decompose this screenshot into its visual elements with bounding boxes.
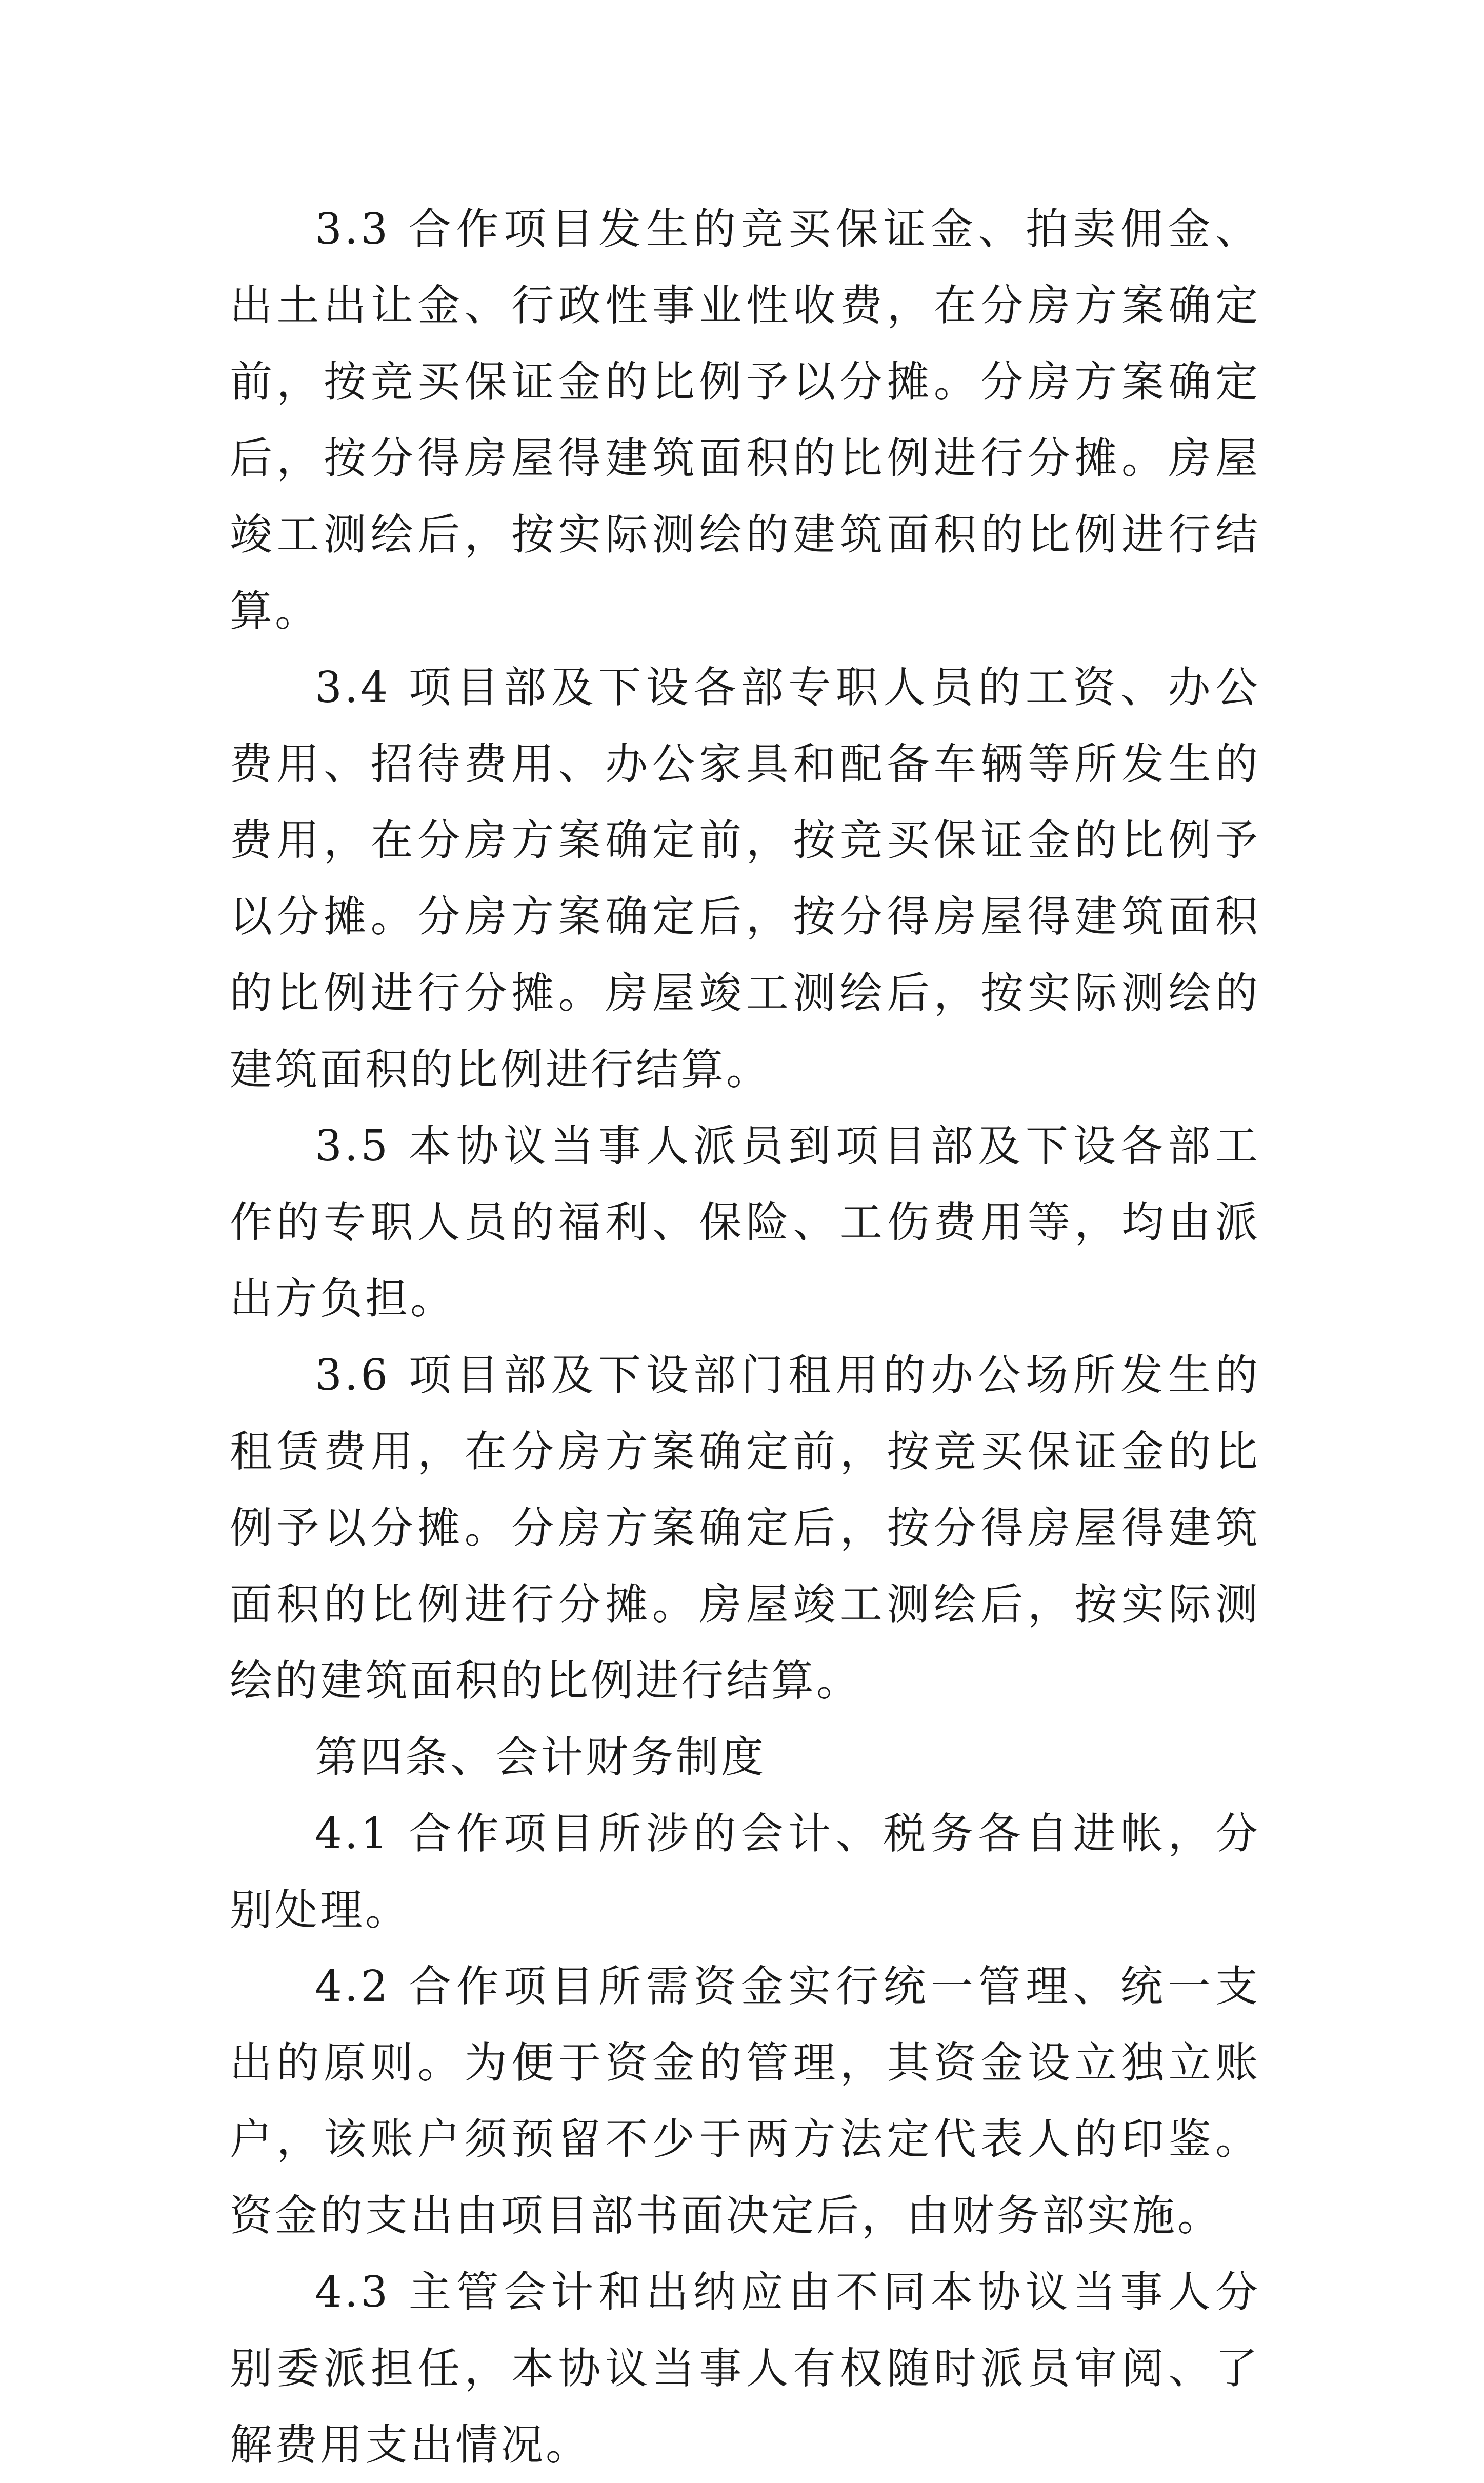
article-4-heading: 第四条、会计财务制度: [315, 1732, 766, 1782]
clause-4-2: 4.2 合作项目所需资金实行统一管理、统一支出的原则。为便于资金的管理，其资金设立独立账户，该账户须预留不少于两方法定代表人的印鉴。资金的支出由项目部书面决定后，由财务部实施。: [230, 1961, 1260, 2240]
document-body: [230, 191, 1260, 2483]
clause-3-6: 3.6 项目部及下设部门租用的办公场所发生的租赁费用，在分房方案确定前，按竞买保证金的比例予以分摊。分房方案确定后，按分得房屋得建筑面积的比例进行分摊。房屋竣工测绘后，按实际测绘的建筑面积的比例进行结算。: [230, 1350, 1260, 1706]
clause-3-3: 3.3 合作项目发生的竞买保证金、拍卖佣金、出土出让金、行政性事业性收费，在分房方案确定前，按竞买保证金的比例予以分摊。分房方案确定后，按分得房屋得建筑面积的比例进行分摊。房屋竣工测绘后，按实际测绘的建筑面积的比例进行结算。: [230, 204, 1260, 636]
clause-4-3: 4.3 主管会计和出纳应由不同本协议当事人分别委派担任，本协议当事人有权随时派员审阅、了解费用支出情况。: [230, 2267, 1260, 2470]
clause-4-1: 4.1 合作项目所涉的会计、税务各自进帐，分别处理。: [230, 1809, 1260, 1935]
clause-3-5: 3.5 本协议当事人派员到项目部及下设各部工作的专职人员的福利、保险、工伤费用等，均由派出方负担。: [230, 1121, 1260, 1324]
clause-3-4: 3.4 项目部及下设各部专职人员的工资、办公费用、招待费用、办公家具和配备车辆等所发生的费用，在分房方案确定前，按竞买保证金的比例予以分摊。分房方案确定后，按分得房屋得建筑面积的比例进行分摊。房屋竣工测绘后，按实际测绘的建筑面积的比例进行结算。: [230, 663, 1260, 1094]
